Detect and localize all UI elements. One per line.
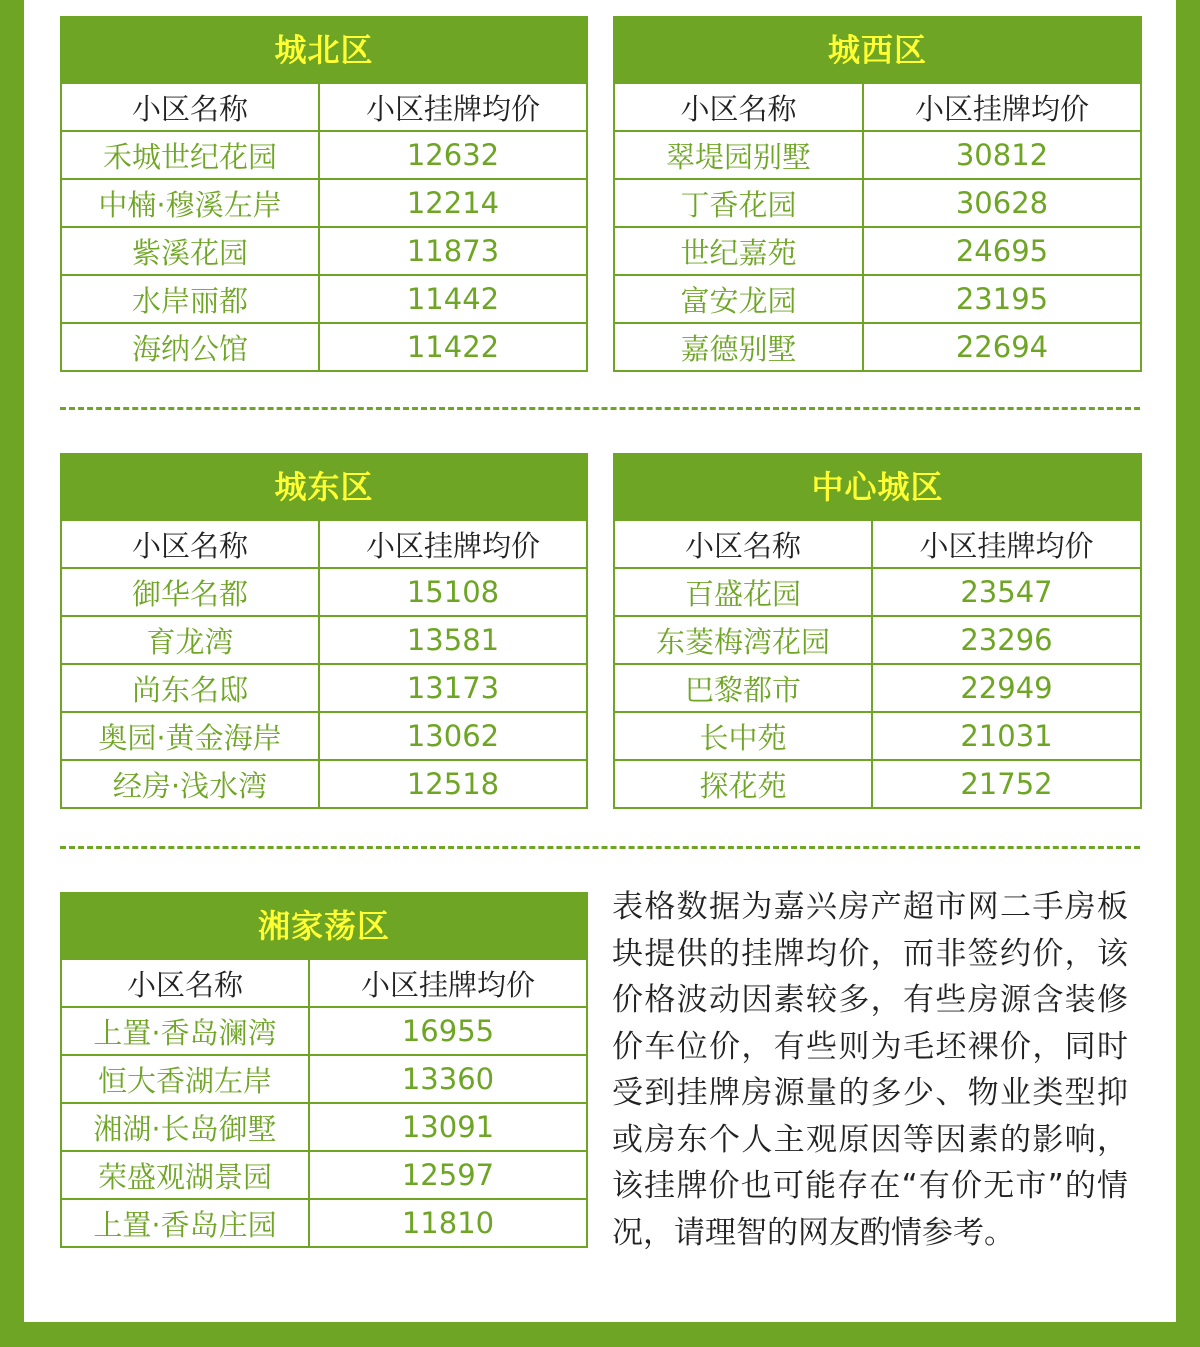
listing-price: 23195 <box>955 282 1049 316</box>
community-name: 百盛花园 <box>615 569 873 615</box>
column-header-price: 小区挂牌均价 <box>914 91 1089 126</box>
listing-price: 11810 <box>401 1206 495 1240</box>
community-name: 上置·香岛庄园 <box>62 1200 310 1246</box>
community-name: 东菱梅湾花园 <box>615 617 873 663</box>
community-name: 荣盛观湖景园 <box>62 1152 310 1198</box>
section-divider <box>60 407 1140 410</box>
listing-price: 13173 <box>406 671 500 705</box>
table-row <box>62 1006 586 1054</box>
column-header-name: 小区名称 <box>615 521 873 567</box>
community-name: 世纪嘉苑 <box>615 228 864 274</box>
column-header-row <box>62 82 586 130</box>
listing-price: 13360 <box>401 1062 495 1096</box>
column-header-row <box>62 958 586 1006</box>
section-divider <box>60 846 1140 849</box>
listing-price: 22694 <box>955 330 1049 364</box>
community-name: 中楠·穆溪左岸 <box>62 180 320 226</box>
community-name: 恒大香湖左岸 <box>62 1056 310 1102</box>
column-header-row <box>615 82 1140 130</box>
listing-price: 12597 <box>401 1158 495 1192</box>
column-header-price: 小区挂牌均价 <box>365 528 540 563</box>
listing-price: 30812 <box>955 138 1049 172</box>
table-row <box>62 226 586 274</box>
table-row <box>615 178 1140 226</box>
column-header-name: 小区名称 <box>62 960 310 1006</box>
table-row <box>62 567 586 615</box>
table-row <box>615 322 1140 370</box>
table-row <box>62 274 586 322</box>
community-name: 御华名都 <box>62 569 320 615</box>
community-name: 经房·浅水湾 <box>62 761 320 807</box>
table-row <box>615 759 1140 807</box>
table-row <box>62 1054 586 1102</box>
column-header-row <box>615 519 1140 567</box>
table-row <box>62 1198 586 1246</box>
listing-price: 12632 <box>406 138 500 172</box>
listing-price: 22949 <box>960 671 1053 705</box>
community-name: 紫溪花园 <box>62 228 320 274</box>
listing-price: 12518 <box>406 767 500 801</box>
community-name: 富安龙园 <box>615 276 864 322</box>
table-row <box>62 1150 586 1198</box>
listing-price: 11873 <box>406 234 500 268</box>
table-row <box>615 226 1140 274</box>
table-row <box>62 759 586 807</box>
listing-price: 21031 <box>960 719 1053 753</box>
table-chengbei <box>60 16 588 372</box>
column-header-price: 小区挂牌均价 <box>360 967 535 1002</box>
community-name: 奥园·黄金海岸 <box>62 713 320 759</box>
table-row <box>62 178 586 226</box>
column-header-name: 小区名称 <box>615 84 864 130</box>
listing-price: 13062 <box>406 719 500 753</box>
listing-price: 16955 <box>401 1014 495 1048</box>
column-header-name: 小区名称 <box>62 84 320 130</box>
community-name: 丁香花园 <box>615 180 864 226</box>
disclaimer-note: 表格数据为嘉兴房产超市网二手房板块提供的挂牌均价，而非签约价，该价格波动因素较多，有些房源含装修价车位价，有些则为毛坯裸价，同时受到挂牌房源量的多少、物业类型抑或房东个人主观原因等因素的影响，该挂牌价也可能存在“有价无市”的情况，请理智的网友酌情参考。 <box>612 889 1128 1251</box>
listing-price: 12214 <box>406 186 500 220</box>
community-name: 海纳公馆 <box>62 324 320 370</box>
community-name: 禾城世纪花园 <box>62 132 320 178</box>
community-name: 水岸丽都 <box>62 276 320 322</box>
community-name: 湘湖·长岛御墅 <box>62 1104 310 1150</box>
table-title: 湘家荡区 <box>62 894 586 958</box>
column-header-price: 小区挂牌均价 <box>365 91 540 126</box>
table-title: 城西区 <box>615 18 1140 82</box>
community-name: 探花苑 <box>615 761 873 807</box>
table-row <box>615 615 1140 663</box>
listing-price: 23547 <box>960 575 1053 609</box>
table-chengdong <box>60 453 588 809</box>
table-row <box>62 322 586 370</box>
listing-price: 11422 <box>406 330 500 364</box>
table-row <box>615 130 1140 178</box>
listing-price: 15108 <box>406 575 500 609</box>
community-name: 育龙湾 <box>62 617 320 663</box>
listing-price: 13581 <box>406 623 500 657</box>
community-name: 巴黎都市 <box>615 665 873 711</box>
community-name: 嘉德别墅 <box>615 324 864 370</box>
table-row <box>615 567 1140 615</box>
table-row <box>62 615 586 663</box>
table-row <box>615 663 1140 711</box>
table-row <box>62 663 586 711</box>
community-name: 长中苑 <box>615 713 873 759</box>
table-row <box>62 1102 586 1150</box>
community-name: 上置·香岛澜湾 <box>62 1008 310 1054</box>
table-row <box>615 711 1140 759</box>
table-title: 中心城区 <box>615 455 1140 519</box>
table-row <box>62 130 586 178</box>
table-title: 城东区 <box>62 455 586 519</box>
listing-price: 13091 <box>401 1110 495 1144</box>
table-chengxi <box>613 16 1142 372</box>
table-xiangjiadang <box>60 892 588 1248</box>
table-row <box>62 711 586 759</box>
community-name: 翠堤园别墅 <box>615 132 864 178</box>
listing-price: 21752 <box>960 767 1053 801</box>
listing-price: 24695 <box>955 234 1049 268</box>
listing-price: 23296 <box>960 623 1053 657</box>
listing-price: 11442 <box>406 282 500 316</box>
column-header-name: 小区名称 <box>62 521 320 567</box>
table-title: 城北区 <box>62 18 586 82</box>
column-header-row <box>62 519 586 567</box>
community-name: 尚东名邸 <box>62 665 320 711</box>
table-row <box>615 274 1140 322</box>
column-header-price: 小区挂牌均价 <box>919 528 1094 563</box>
table-zhongxin <box>613 453 1142 809</box>
listing-price: 30628 <box>955 186 1049 220</box>
